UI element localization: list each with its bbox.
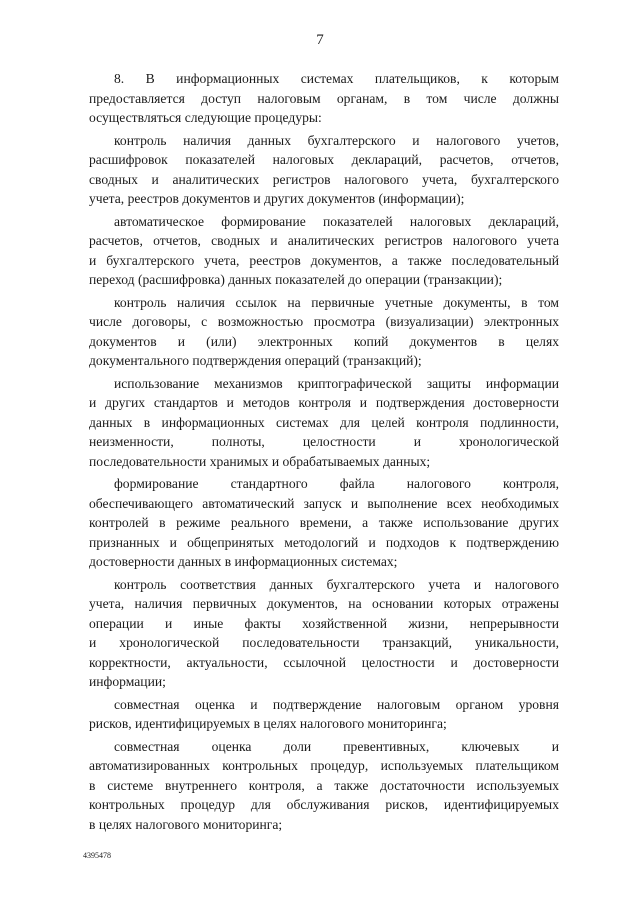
text-line: обеспечивающего автоматический запуск и выполнение всех необходимых xyxy=(89,495,559,511)
paragraph xyxy=(89,131,559,209)
text-line: совместная оценка и подтверждение налоговым органом уровня xyxy=(114,696,559,712)
paragraph xyxy=(89,695,559,734)
text-line: расшифровок показателей налоговых деклараций, расчетов, отчетов, xyxy=(89,152,559,167)
text-line: предоставляется доступ налоговым органам, в том числе должны xyxy=(89,90,559,106)
text-line: корректности, актуальности, ссылочной целостности и достоверности xyxy=(89,654,559,670)
text-line: числе договоры, с возможностью просмотра (визуализации) электронных xyxy=(89,314,559,329)
text-line: автоматизированных контрольных процедур, используемых плательщиком xyxy=(89,758,559,773)
document-code: 4395478 xyxy=(83,851,111,860)
text-line: осуществляться следующие процедуры: xyxy=(89,110,322,125)
paragraph xyxy=(89,212,559,290)
text-line: в целях налогового мониторинга; xyxy=(89,816,283,832)
text-line: и других стандартов и методов контроля и подтверждения достоверности xyxy=(89,395,559,410)
text-line: использование механизмов криптографической защиты информации xyxy=(114,375,559,391)
paragraph xyxy=(89,474,559,572)
paragraph xyxy=(89,575,559,692)
text-line: рисков, идентифицируемых в целях налогового мониторинга; xyxy=(89,716,447,731)
text-line: информации; xyxy=(89,674,166,689)
text-line: формирование стандартного файла налогового контроля, xyxy=(114,476,559,491)
text-line: в системе внутреннего контроля, а также достаточности используемых xyxy=(89,777,559,793)
text-line: сводных и аналитических регистров налогового учета, бухгалтерского xyxy=(89,171,559,187)
text-line: неизменности, полноты, целостности и хронологической xyxy=(89,434,559,449)
text-line: контрольных процедур для обслуживания рисков, идентифицируемых xyxy=(89,797,559,812)
text-line: контролей в режиме реального времени, а также использование других xyxy=(89,515,559,530)
document-body xyxy=(89,69,559,837)
text-line: и бухгалтерского учета, реестров документов, а также последовательный xyxy=(89,252,559,268)
text-line: совместная оценка доли превентивных, ключевых и xyxy=(114,738,559,754)
paragraph xyxy=(89,374,559,472)
text-line: документального подтверждения операций (транзакций); xyxy=(89,353,422,368)
text-line: переход (расшифровка) данных показателей до операции (транзакции); xyxy=(89,272,503,287)
text-line: и хронологической последовательности транзакций, уникальности, xyxy=(89,635,559,650)
text-line: автоматическое формирование показателей налоговых деклараций, xyxy=(114,213,559,229)
text-line: расчетов, отчетов, сводных и аналитических регистров налогового учета xyxy=(89,233,559,248)
text-line: операции и иные факты хозяйственной жизни, непрерывности xyxy=(89,615,559,631)
text-line: контроль наличия данных бухгалтерского и налогового учетов, xyxy=(114,132,559,148)
paragraph xyxy=(89,737,559,835)
text-line: контроль соответствия данных бухгалтерского учета и налогового xyxy=(114,576,559,592)
text-line: признанных и общепринятых методологий и подходов к подтверждению xyxy=(89,534,559,550)
text-line: контроль наличия ссылок на первичные учетные документы, в том xyxy=(114,294,559,310)
text-line: учета, наличия первичных документов, на основании которых отражены xyxy=(89,596,559,611)
text-line: 8. В информационных системах плательщиков, к которым xyxy=(114,71,559,86)
text-line: достоверности данных в информационных системах; xyxy=(89,554,398,569)
text-line: документов и (или) электронных копий документов в целях xyxy=(89,333,559,349)
text-line: учета, реестров документов и других документов (информации); xyxy=(89,191,465,206)
text-line: данных в информационных системах для целей контроля подлинности, xyxy=(89,414,559,430)
paragraph xyxy=(89,69,559,128)
paragraph xyxy=(89,293,559,371)
text-line: последовательности хранимых и обрабатываемых данных; xyxy=(89,453,431,469)
page-number: 7 xyxy=(316,32,324,48)
